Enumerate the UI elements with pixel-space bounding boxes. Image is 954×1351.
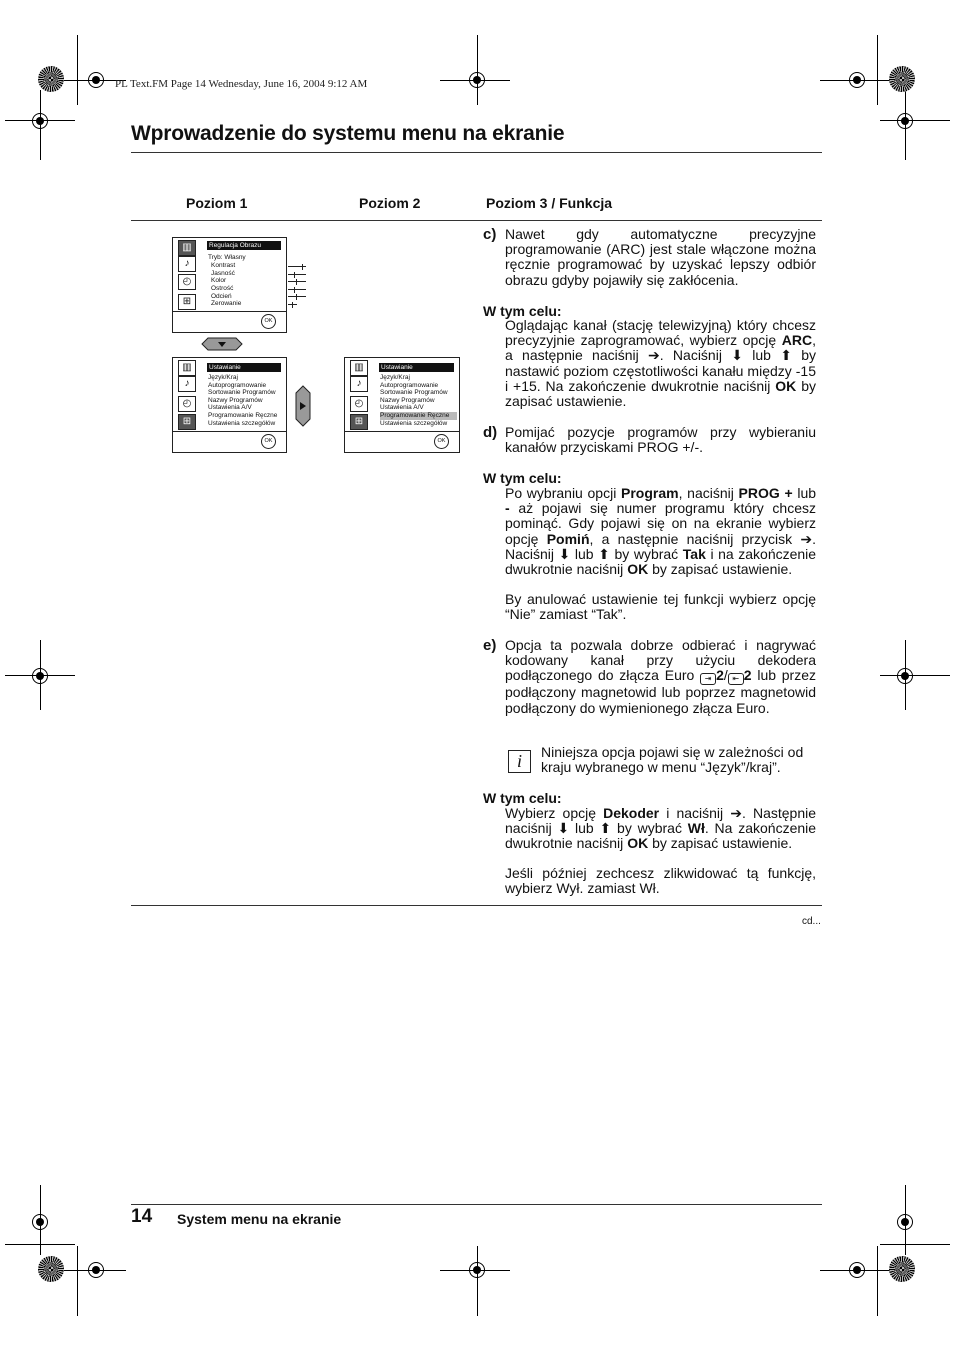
section-c-label: W tym celu:	[483, 303, 562, 319]
setup-icon: ⊞	[178, 294, 196, 310]
page-title: Wprowadzenie do systemu menu na ekranie	[131, 122, 565, 145]
menu-item: Język/Kraj	[208, 374, 238, 381]
picture-icon: ▥	[350, 360, 368, 376]
section-e-remove: Jeśli później zechcesz zlikwidować tą funkcję, wybierz Wył. zamiast Wł.	[505, 865, 816, 897]
section-d-intro: Pomijać pozycje programów przy wybieraniu kanałów przyciskami PROG +/-.	[505, 424, 816, 456]
picture-menu-screen	[172, 237, 287, 333]
menu-title: Regulacja Obrazu	[207, 241, 281, 250]
timer-icon: ◴	[178, 396, 196, 412]
picture-icon: ▥	[178, 360, 196, 376]
right-arrow-button-icon	[294, 385, 312, 427]
menu-item: Kolor	[211, 277, 227, 284]
down-arrow-icon: ⬇	[557, 820, 570, 837]
setup-icon: ⊞	[350, 414, 368, 430]
slider-icon	[288, 266, 306, 267]
page-number: 14	[131, 1206, 153, 1227]
section-e-marker: e)	[483, 637, 497, 654]
slider-icon	[288, 274, 306, 275]
euro-connector-output-icon: ⇤	[728, 673, 744, 685]
menu-item: Ustawienia A/V	[208, 404, 252, 411]
menu-item: Autoprogramowanie	[208, 381, 267, 389]
picture-icon: ▥	[178, 240, 196, 256]
right-arrow-icon: ➔	[730, 805, 742, 821]
setup-menu-screen	[172, 357, 287, 453]
menu-item: Zerowanie	[211, 300, 242, 307]
continued-marker: cd...	[802, 916, 821, 927]
menu-item: Ustawienia szczegółów	[208, 420, 276, 427]
title-rule	[131, 152, 822, 153]
sound-icon: ♪	[178, 376, 196, 392]
section-c-intro: Nawet gdy automatyczne precyzyjne programowanie (ARC) jest stale włączone można ręcznie programować by uzyskać lepszy odbiór obrazu gdyby pojawiły się zakłócenia.	[505, 226, 816, 288]
setup-menu-highlight-screen	[344, 357, 460, 453]
ok-icon: OK	[261, 434, 276, 449]
info-icon: i	[508, 750, 531, 773]
menu-item: Programowanie Ręczne	[208, 412, 278, 419]
menu-item: Nazwy Programów	[208, 396, 263, 404]
menu-title: Ustawianie	[207, 363, 281, 372]
menu-title: Ustawianie	[379, 363, 454, 372]
column-header-level3: Poziom 3 / Funkcja	[486, 195, 613, 211]
menu-item: Kontrast	[211, 262, 236, 269]
section-d-marker: d)	[483, 424, 498, 441]
slider-icon	[288, 304, 297, 305]
right-arrow-icon: ➔	[648, 347, 660, 364]
column-header-level1: Poziom 1	[186, 195, 248, 211]
sound-icon: ♪	[178, 256, 196, 272]
setup-icon: ⊞	[178, 414, 196, 430]
section-e-intro: Opcja ta pozwala dobrze odbierać i nagrywać kodowany kanał przy użyciu dekodera podłączonego do złącza Euro ⇥ 2/ ⇤ 2 lub przez podłączony magnetowid lub poprzez magnetowid podłączony do wymienionego złącza Euro.	[505, 637, 817, 716]
ok-icon: OK	[434, 434, 449, 449]
section-e-label: W tym celu:	[483, 790, 562, 806]
header-rule	[131, 220, 822, 221]
up-arrow-icon: ⬆	[780, 347, 792, 364]
right-arrow-icon: ➔	[800, 530, 813, 547]
column-header-level2: Poziom 2	[359, 195, 421, 211]
section-c-marker: c)	[483, 226, 497, 243]
slider-icon	[288, 296, 306, 297]
menu-item: Sortowanie Programów	[380, 389, 448, 396]
section-e-steps: Wybierz opcję Dekoder i naciśnij ➔. Następnie naciśnij ⬇ lub ⬆ by wybrać Wł. Na zakończenie dwukrotnie naciśnij OK by zapisać ustawienie.	[505, 805, 817, 852]
up-arrow-icon: ⬆	[598, 545, 610, 562]
section-d-steps: Po wybraniu opcji Program, naciśnij PROG + lub - aż pojawi się numer programu który chcesz pominąć. Gdy pojawi się on na ekranie wybierz opcję Pomiń, a następnie naciśnij przycisk ➔. Naciśnij ⬇ lub ⬆ by wybrać Tak i na zakończenie dwukrotnie naciśnij OK by zapisać ustawienie.	[505, 485, 817, 578]
slider-icon	[288, 281, 306, 282]
menu-item: Ustawienia A/V	[380, 404, 424, 411]
section-d-cancel: By anulować ustawienie tej funkcji wybierz opcję “Nie” zamiast “Tak”.	[505, 591, 816, 623]
menu-item: Odcień	[211, 292, 232, 300]
down-arrow-icon: ⬇	[731, 347, 743, 364]
sound-icon: ♪	[350, 376, 368, 392]
timer-icon: ◴	[350, 396, 368, 412]
slider-icon	[288, 289, 306, 290]
menu-item: Ustawienia szczegółów	[380, 420, 448, 427]
menu-item: Autoprogramowanie	[380, 381, 439, 389]
menu-item: Jasność	[211, 269, 235, 277]
menu-item: Sortowanie Programów	[208, 389, 276, 396]
timer-icon: ◴	[178, 274, 196, 290]
menu-item: Tryb: Własny	[208, 254, 246, 261]
file-header: PL Text.FM Page 14 Wednesday, June 16, 2004 9:12 AM	[115, 78, 368, 90]
section-d-label: W tym celu:	[483, 470, 562, 486]
up-arrow-icon: ⬆	[599, 820, 612, 837]
section-e-note: Niniejsza opcja pojawi się w zależności od kraju wybranego w menu “Język”/kraj”.	[541, 744, 804, 776]
menu-item-highlighted: Programowanie Ręczne	[380, 412, 457, 420]
menu-item: Nazwy Programów	[380, 396, 435, 404]
footer-section-title: System menu na ekranie	[177, 1211, 342, 1227]
ok-icon: OK	[261, 314, 276, 329]
down-arrow-button-icon	[200, 336, 244, 352]
menu-item: Ostrość	[211, 285, 234, 292]
euro-connector-input-icon: ⇥	[700, 673, 716, 685]
section-c-steps: Oglądając kanał (stację telewizyjną) który chcesz precyzyjnie zaprogramować, wybierz opcję ARC, a następnie naciśnij ➔. Naciśnij ⬇ lub ⬆ by nastawić poziom częstotliwości kanału między -15 i +15. Na zakończenie dwukrotnie naciśnij OK by zapisać ustawienie.	[505, 317, 817, 410]
footer-rule	[131, 1204, 822, 1205]
down-arrow-icon: ⬇	[558, 545, 571, 562]
content-bottom-rule	[131, 905, 822, 906]
menu-item: Język/Kraj	[380, 374, 410, 381]
